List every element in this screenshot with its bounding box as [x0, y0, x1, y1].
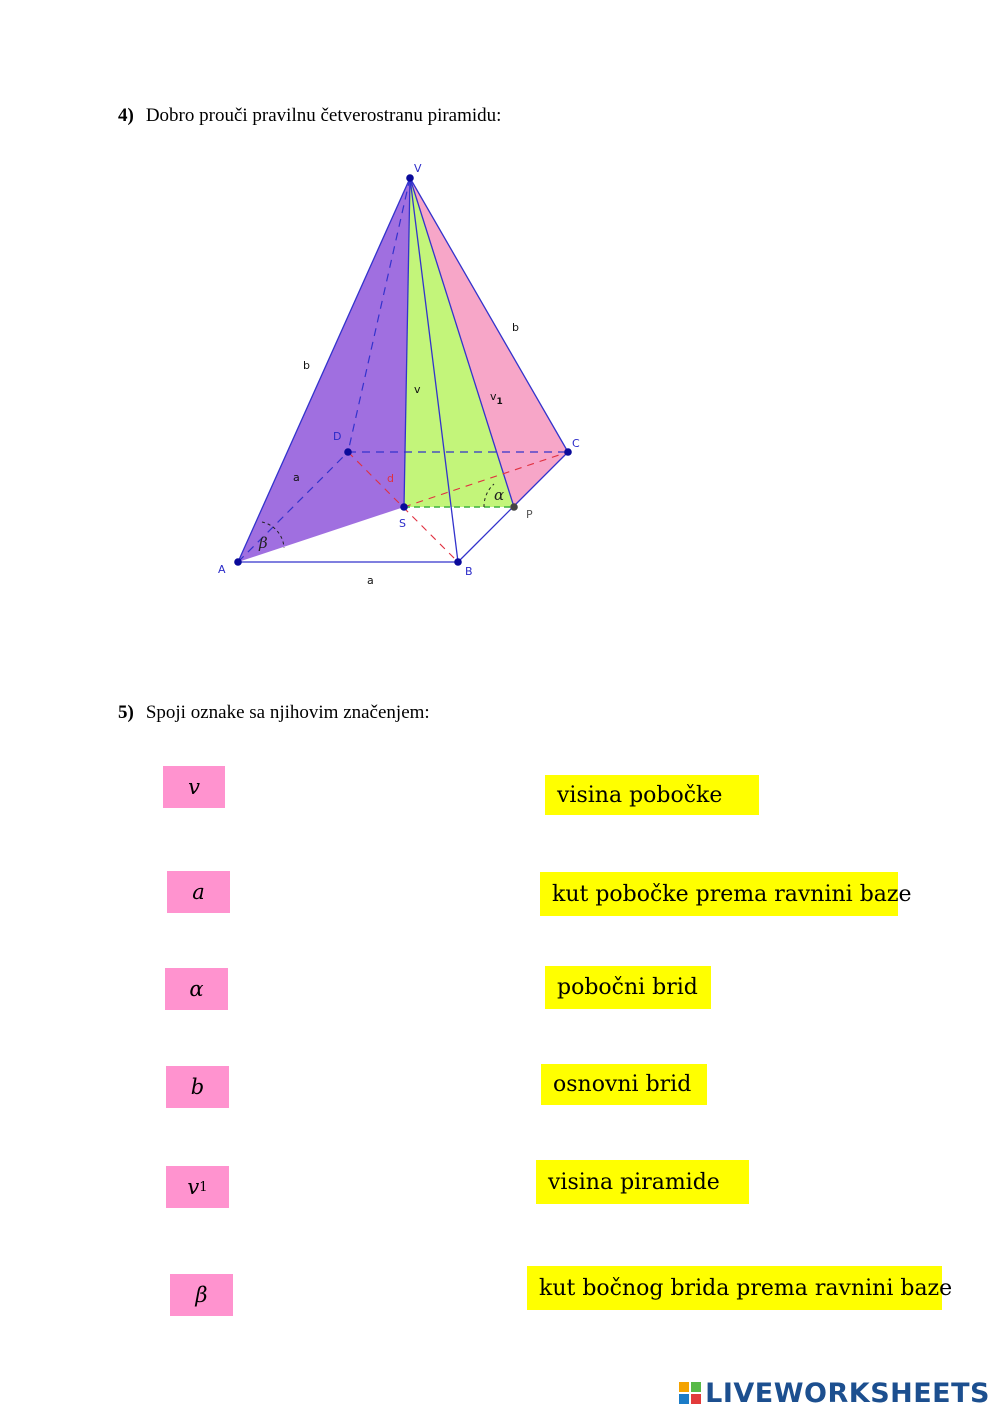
symbol-card-v[interactable] — [163, 766, 225, 808]
symbol-sub: 1 — [199, 1179, 208, 1195]
pyramid-figure — [200, 155, 620, 595]
liveworksheets-logo — [679, 1376, 990, 1410]
label-B: B — [465, 565, 473, 578]
definition-card-osnovni-brid[interactable]: osnovni brid — [541, 1064, 707, 1105]
label-v1: $v_1$ — [490, 390, 503, 407]
label-b-left: b — [303, 359, 310, 372]
symbol-card-v1[interactable] — [166, 1166, 229, 1208]
symbol-card-b[interactable] — [166, 1066, 229, 1108]
logo-icon — [679, 1382, 701, 1404]
symbol-card-a[interactable] — [167, 871, 230, 913]
logo-text: LIVEWORKSHEETS — [705, 1377, 990, 1409]
label-a-bottom: a — [367, 574, 374, 587]
symbol-card-alpha[interactable] — [165, 968, 228, 1010]
label-D: D — [333, 430, 342, 443]
symbol-main: v — [188, 775, 200, 799]
label-alpha: α — [494, 486, 505, 504]
definition-card-visina-piramide[interactable]: visina piramide — [536, 1160, 749, 1204]
symbol-main: α — [189, 977, 204, 1001]
label-a-left: a — [293, 471, 300, 484]
symbol-main: b — [190, 1075, 205, 1099]
definition-card-pobocni-brid[interactable]: pobočni brid — [545, 966, 711, 1009]
label-b-right: b — [512, 321, 519, 334]
question-4 — [118, 105, 501, 127]
definition-card-visina-pobocke[interactable]: visina pobočke — [545, 775, 759, 815]
label-beta: β — [259, 534, 268, 552]
label-P: P — [526, 508, 533, 521]
symbol-main: v — [187, 1175, 200, 1199]
question-4-text: Dobro prouči pravilnu četverostranu piramidu: — [145, 105, 502, 126]
point-p — [510, 503, 518, 511]
symbol-main: a — [192, 880, 205, 904]
label-v: v — [414, 383, 421, 396]
label-S: S — [399, 517, 406, 530]
question-5-number: 5) — [118, 702, 134, 723]
question-4-number: 4) — [118, 105, 134, 126]
symbol-main: β — [195, 1283, 208, 1307]
question-5-text: Spoji oznake sa njihovim značenjem: — [145, 702, 430, 723]
question-5 — [118, 702, 430, 724]
label-A: A — [218, 563, 226, 576]
label-d: d — [387, 472, 394, 485]
definition-card-kut-pobocke[interactable]: kut pobočke prema ravnini baze — [540, 872, 898, 916]
label-V: V — [414, 162, 422, 175]
symbol-card-beta[interactable] — [170, 1274, 233, 1316]
label-C: C — [572, 437, 580, 450]
definition-card-kut-bocnog-brida[interactable]: kut bočnog brida prema ravnini baze — [527, 1266, 942, 1310]
